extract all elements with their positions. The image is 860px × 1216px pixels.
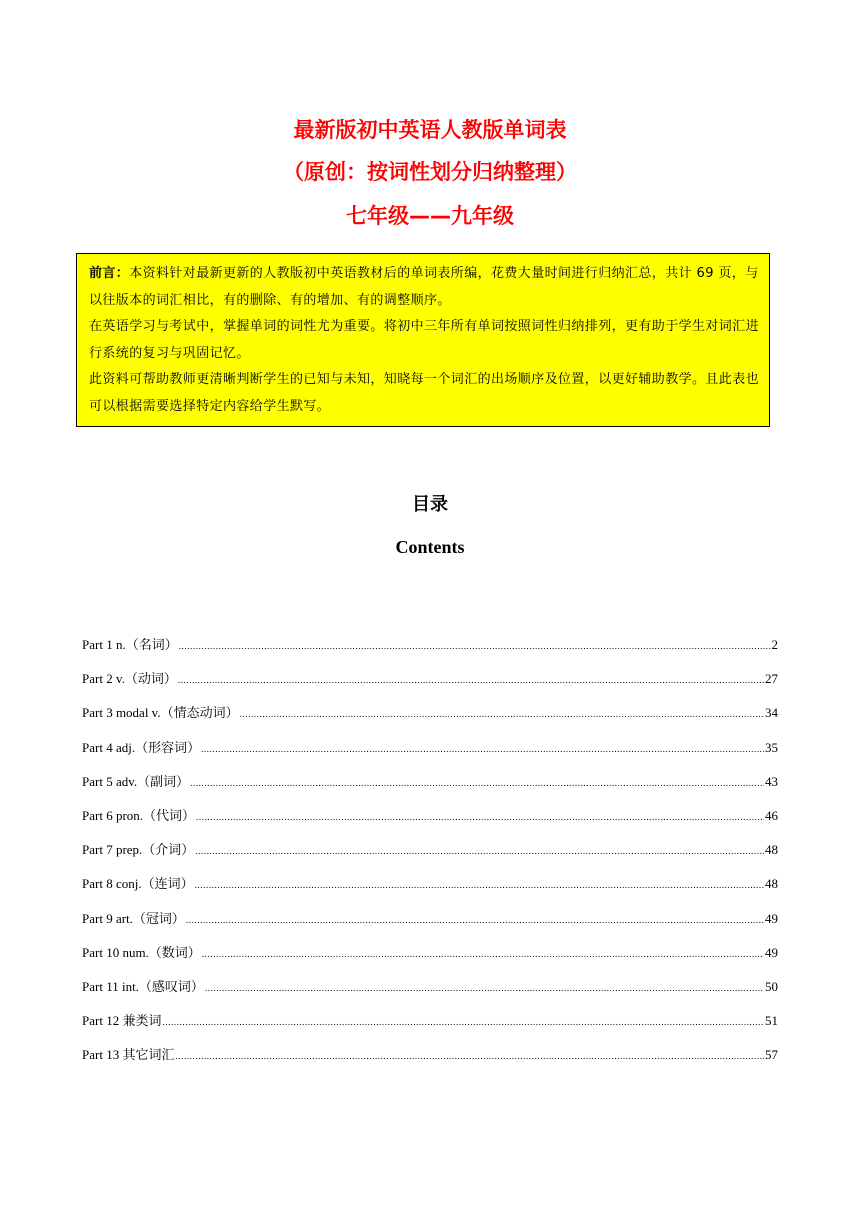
toc-entry-page-number[interactable]: 34 xyxy=(765,705,778,721)
toc-entry-label[interactable]: Part 2 v.（动词） xyxy=(82,671,177,687)
preface-label: 前言： xyxy=(89,266,130,281)
toc-entry[interactable] xyxy=(82,737,778,771)
toc-entry[interactable] xyxy=(82,942,778,976)
title-line-2: （原创：按词性划分归纳整理） xyxy=(283,160,577,184)
title-line-1: 最新版初中英语人教版单词表 xyxy=(293,118,567,142)
toc-entry-page-number[interactable]: 48 xyxy=(765,876,778,892)
toc-leader-dots xyxy=(162,1017,764,1027)
preface-box xyxy=(76,253,770,427)
toc-leader-dots xyxy=(178,675,764,685)
toc-entry-label[interactable]: Part 9 art.（冠词） xyxy=(82,910,185,926)
toc-entry[interactable] xyxy=(82,976,778,1010)
toc-leader-dots xyxy=(186,915,764,925)
toc-entry-label[interactable]: Part 8 conj.（连词） xyxy=(82,876,194,892)
toc-entry[interactable] xyxy=(82,634,778,668)
toc-leader-dots xyxy=(202,949,764,959)
preface-paragraph-1 xyxy=(89,261,759,314)
toc-entry-label[interactable]: Part 7 prep.（介词） xyxy=(82,842,195,858)
toc-leader-dots xyxy=(240,709,764,719)
toc-entry-page-number[interactable]: 43 xyxy=(765,773,778,789)
toc-entry-page-number[interactable]: 2 xyxy=(771,637,778,652)
toc-entry-page-number[interactable]: 48 xyxy=(765,842,778,858)
toc-entry-label[interactable]: Part 11 int.（感叹词） xyxy=(82,978,204,994)
toc-entry[interactable] xyxy=(82,1044,778,1078)
toc-entry[interactable] xyxy=(82,771,778,805)
toc-leader-dots xyxy=(190,778,764,788)
toc-entry[interactable] xyxy=(82,805,778,839)
toc-entry[interactable] xyxy=(82,1010,778,1044)
toc-leader-dots xyxy=(175,1051,764,1061)
toc-leader-dots xyxy=(196,812,764,822)
toc-entry[interactable] xyxy=(82,873,778,907)
table-of-contents xyxy=(82,634,778,1078)
toc-leader-dots xyxy=(195,846,764,856)
toc-entry-page-number[interactable]: 50 xyxy=(765,978,778,994)
toc-entry-label[interactable]: Part 12 兼类词 xyxy=(82,1013,162,1029)
toc-leader-dots xyxy=(195,880,764,890)
toc-entry-label[interactable]: Part 5 adv.（副词） xyxy=(82,773,190,789)
toc-entry-label[interactable]: Part 13 其它词汇 xyxy=(82,1047,175,1063)
toc-entry-label[interactable]: Part 6 pron.（代词） xyxy=(82,807,196,823)
toc-entry-label[interactable]: Part 1 n.（名词） xyxy=(82,637,178,652)
toc-entry-page-number[interactable]: 51 xyxy=(765,1013,778,1029)
toc-entry-page-number[interactable]: 35 xyxy=(765,739,778,755)
toc-entry-page-number[interactable]: 49 xyxy=(765,944,778,960)
toc-entry[interactable] xyxy=(82,839,778,873)
toc-entry-label[interactable]: Part 3 modal v.（情态动词） xyxy=(82,705,239,721)
toc-entry-page-number[interactable]: 57 xyxy=(765,1047,778,1063)
toc-entry[interactable] xyxy=(82,702,778,736)
toc-leader-dots xyxy=(201,744,764,754)
preface-text-1: 本资料针对最新更新的人教版初中英语教材后的单词表所编，花费大量时间进行归纳汇总，共计 69 页，与以往版本的词汇相比，有的删除、有的增加、有的调整顺序。 xyxy=(89,266,759,308)
toc-title-chinese: 目录 xyxy=(412,494,448,515)
toc-entry-page-number[interactable]: 27 xyxy=(765,671,778,687)
toc-entry[interactable] xyxy=(82,908,778,942)
toc-title-english: Contents xyxy=(395,537,465,557)
toc-leader-dots xyxy=(179,641,771,651)
toc-leader-dots xyxy=(205,983,764,993)
preface-paragraph-2: 在英语学习与考试中，掌握单词的词性尤为重要。将初中三年所有单词按照词性归纳排列，更有助于学生对词汇进行系统的复习与巩固记忆。 xyxy=(89,319,760,361)
preface-paragraph-3: 此资料可帮助教师更清晰判断学生的已知与未知，知晓每一个词汇的出场顺序及位置，以更好辅助教学。且此表也可以根据需要选择特定内容给学生默写。 xyxy=(89,372,760,414)
toc-entry-label[interactable]: Part 4 adj.（形容词） xyxy=(82,739,201,755)
toc-entry-label[interactable]: Part 10 num.（数词） xyxy=(82,944,201,960)
toc-entry-page-number[interactable]: 49 xyxy=(765,910,778,926)
toc-entry[interactable] xyxy=(82,668,778,702)
toc-entry-page-number[interactable]: 46 xyxy=(765,807,778,823)
title-line-3: 七年级——九年级 xyxy=(346,204,514,228)
